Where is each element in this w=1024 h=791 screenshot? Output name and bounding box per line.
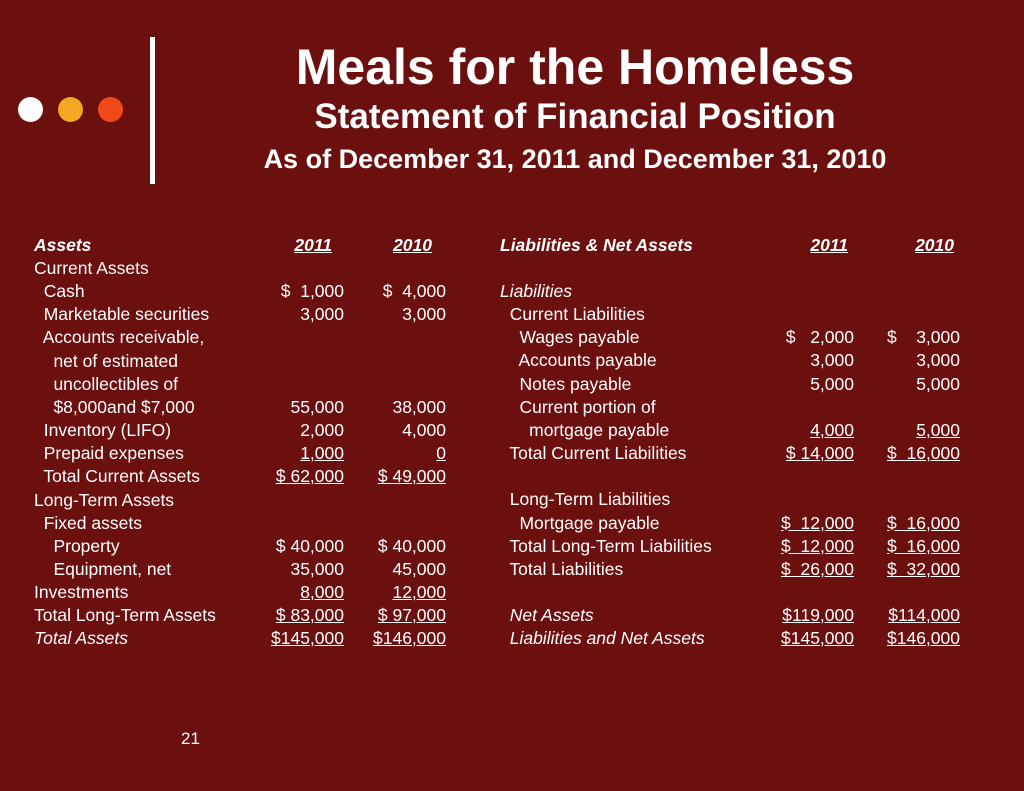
- table-cell-2011: $ 2,000: [785, 327, 854, 348]
- table-row-label: Property: [34, 535, 120, 556]
- table-cell-2010: 4,000: [402, 420, 446, 441]
- red-dot-icon: [98, 97, 123, 122]
- table-cell-2011: 35,000: [290, 558, 344, 579]
- table-cell-2010: $ 3,000: [887, 327, 960, 348]
- white-dot-icon: [18, 97, 43, 122]
- table-cell-2011: $ 83,000: [275, 605, 344, 626]
- assets-header-2010: 2010: [393, 235, 432, 255]
- table-cell-2011: $119,000: [782, 605, 854, 626]
- table-cell-2010: 5,000: [916, 419, 960, 440]
- table-row-label: Mortgage payable: [500, 512, 660, 533]
- table-cell-2011: $ 12,000: [781, 512, 854, 533]
- slide-subtitle: Statement of Financial Position: [314, 97, 836, 136]
- table-cell-2010: 3,000: [916, 350, 960, 371]
- table-cell-2010: 38,000: [392, 396, 446, 417]
- assets-header: Assets: [34, 235, 92, 255]
- table-row-label: Current Liabilities: [500, 304, 645, 325]
- table-row-label: Inventory (LIFO): [34, 420, 172, 441]
- table-cell-2011: $ 1,000: [280, 281, 344, 302]
- table-row-label: Notes payable: [500, 373, 632, 394]
- table-cell-2010: $ 32,000: [887, 558, 960, 579]
- table-row-label: Liabilities: [500, 281, 572, 301]
- table-row-label: Accounts receivable,: [34, 327, 205, 348]
- table-cell-2010: $ 49,000: [377, 466, 446, 487]
- table-row-label: uncollectibles of: [34, 373, 178, 394]
- table-row-label: Total Long-Term Assets: [34, 605, 216, 626]
- table-row-label: Long-Term Assets: [34, 489, 175, 510]
- table-row-label: Fixed assets: [34, 512, 142, 533]
- title-block: [170, 38, 980, 176]
- title-divider: [150, 37, 155, 184]
- table-cell-2011: 8,000: [300, 582, 344, 603]
- page-number: 21: [181, 729, 200, 748]
- table-cell-2011: 5,000: [810, 373, 854, 394]
- table-row-label: Total Current Assets: [34, 466, 201, 487]
- table-cell-2010: $ 16,000: [887, 512, 960, 533]
- table-cell-2010: $ 16,000: [887, 443, 960, 464]
- table-cell-2010: $114,000: [888, 605, 960, 626]
- table-cell-2010: $146,000: [887, 628, 960, 649]
- orange-dot-icon: [58, 97, 83, 122]
- table-row-label: Net Assets: [500, 605, 594, 626]
- table-cell-2010: $ 40,000: [377, 535, 446, 556]
- liabilities-header: Liabilities & Net Assets: [500, 235, 693, 255]
- table-cell-2011: $ 40,000: [275, 535, 344, 556]
- table-row-label: Total Long-Term Liabilities: [500, 535, 712, 556]
- table-cell-2011: 2,000: [300, 420, 344, 441]
- decorative-dots: [18, 97, 123, 122]
- liabilities-header-2010: 2010: [915, 235, 954, 255]
- table-row-label: Investments: [34, 582, 129, 603]
- table-cell-2011: $ 14,000: [785, 443, 854, 464]
- table-cell-2011: 4,000: [810, 419, 854, 440]
- table-row-label: Long-Term Liabilities: [500, 489, 671, 510]
- table-row-label: $8,000and $7,000: [34, 396, 195, 417]
- table-row-label: Current portion of: [500, 396, 656, 417]
- table-cell-2010: 3,000: [402, 304, 446, 325]
- table-row-label: Liabilities and Net Assets: [500, 628, 705, 649]
- table-cell-2010: 12,000: [392, 582, 446, 603]
- table-row-label: Accounts payable: [500, 350, 657, 371]
- table-cell-2011: 3,000: [300, 304, 344, 325]
- table-cell-2010: $ 4,000: [382, 281, 446, 302]
- assets-header-2011: 2011: [294, 235, 332, 255]
- slide-date-line: As of December 31, 2011 and December 31, 2010: [263, 144, 887, 174]
- table-cell-2011: $145,000: [271, 628, 344, 649]
- table-row-label: net of estimated: [34, 350, 178, 371]
- table-cell-2011: 1,000: [300, 443, 344, 464]
- liabilities-header-2011: 2011: [810, 235, 848, 255]
- slide-title: Meals for the Homeless: [295, 39, 855, 95]
- table-cell-2010: $ 16,000: [887, 535, 960, 556]
- table-row-label: Prepaid expenses: [34, 443, 184, 464]
- table-row-label: Total Current Liabilities: [500, 443, 687, 464]
- table-cell-2010: 45,000: [392, 558, 446, 579]
- table-cell-2011: $ 62,000: [275, 466, 344, 487]
- table-cell-2010: $ 97,000: [377, 605, 446, 626]
- table-row-label: Wages payable: [500, 327, 640, 348]
- table-cell-2010: $146,000: [373, 628, 446, 649]
- table-cell-2011: $ 12,000: [781, 535, 854, 556]
- table-cell-2011: 3,000: [810, 350, 854, 371]
- table-cell-2011: $ 26,000: [781, 558, 854, 579]
- table-row-label: Total Assets: [34, 628, 129, 649]
- table-row-label: Current Assets: [34, 258, 149, 278]
- table-cell-2010: 5,000: [916, 373, 960, 394]
- table-row-label: Marketable securities: [34, 304, 210, 325]
- table-cell-2011: 55,000: [290, 396, 344, 417]
- table-cell-2010: 0: [436, 443, 446, 464]
- table-row-label: Total Liabilities: [500, 558, 624, 579]
- table-row-label: Equipment, net: [34, 558, 172, 579]
- table-cell-2011: $145,000: [781, 628, 854, 649]
- table-row-label: Cash: [34, 281, 85, 302]
- table-row-label: mortgage payable: [500, 419, 670, 440]
